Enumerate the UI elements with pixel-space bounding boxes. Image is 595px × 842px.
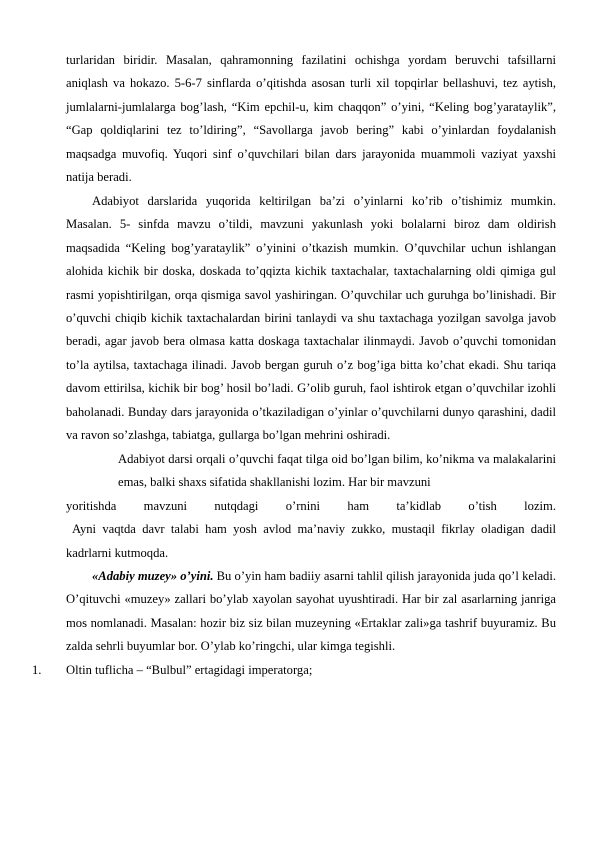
list-item-number: 1. xyxy=(32,662,42,677)
paragraph-4: yoritishda mavzuni nutqdagi o’rnini ham ta’kidlab o’tish lozim. xyxy=(66,498,556,513)
game-title: «Adabiy muzey» o’yini. xyxy=(92,568,214,583)
paragraph-6-text: Bu o’yin ham badiiy asarni tahlil qilish jarayonida juda qo’l keladi. O’qituvchi «muzey» zallari bo’ylab xayolan sayohat uyushtiradi. Har bir zal asarlarning janriga mos nomlanadi. Masalan: hozir biz siz bilan muzeyning «Ertaklar zali»ga tashrif buyuramiz. Bu zalda sehrli buyumlar bor. O’ylab ko’ringchi, ular kimga tegishli. xyxy=(66,568,556,654)
paragraph-3: Adabiyot darsi orqali o’quvchi faqat tilga oid bo’lgan bilim, ko’nikma va malakalarini emas, balki shaxs sifatida shakllanishi lozim. Har bir mavzuni xyxy=(118,451,556,490)
list-item-text: Oltin tuflicha – “Bulbul” ertagidagi imperatorga; xyxy=(66,662,313,677)
paragraph-5: Ayni vaqtda davr talabi ham yosh avlod ma’naviy zukko, mustaqil fikrlay oladigan dadil kadrlarni kutmoqda. xyxy=(66,522,556,560)
document-page xyxy=(32,49,556,682)
list-item xyxy=(32,659,556,682)
paragraph-6 xyxy=(66,565,556,659)
paragraph-2: Adabiyot darslarida yuqorida keltirilgan ba’zi o’yinlarni ko’rib o’tishimiz mumkin. Masalan. 5- sinfda mavzu o’tildi, mavzuni yakunlash yoki bolalarni biroz dam oldirish maqsadida “Keling bog’yarataylik” o’yinini o’tkazish mumkin. O’quvchilar uchun ishlangan alohida kichik bir doska, doskada to’qqizta kichik taxtachalar, taxtachalarning oldi qimiga gul rasmi yopishtirilgan, orqa qismiga savol yashiringan. O’quvchilar uch guruhga bo’linishadi. Bir o’quvchi chiqib kichik taxtachalardan birini tanlaydi va shu taxtachaga yozilgan savolga javob beradi, agar javob bera olmasa katta doskaga taxtachalar ilinmaydi. Javob o’quvchi tomonidan to’la aytilsa, taxtachaga ilinadi. Javob bergan guruh o’z bog’iga bitta ko’chat ekadi. Shu tariqa davom ettirilsa, kichik bir bog’ hosil bo’ladi. G’olib guruh, faol ishtirok etgan o’quvchilar izohli baholanadi. Bunday dars jarayonida o’tkaziladigan o’yinlar o’quvchilarni dunyo qarashini, dadil va ravon so’zlashga, tabiatga, gullarga bo’lgan mehrini oshiradi. xyxy=(66,193,556,443)
paragraph-1: turlaridan biridir. Masalan, qahramonning fazilatini ochishga yordam beruvchi tafsillarni aniqlash va hokazo. 5-6-7 sinflarda o’qitishda asosan turli xil topqirlar bellashuvi, tez aytish, jumlalarni-jumlalarga bog’lash, “Kim epchil-u, kim chaqqon” o’yini, “Keling bog’yarataylik”, “Gap qoldiqlarini tez to’ldiring”, “Savollarga javob bering” kabi o’yinlardan foydalanish maqsadga muvofiq. Yuqori sinf o’quvchilari bilan dars jarayonida muammoli vaziyat yaxshi natija beradi. xyxy=(66,53,556,185)
